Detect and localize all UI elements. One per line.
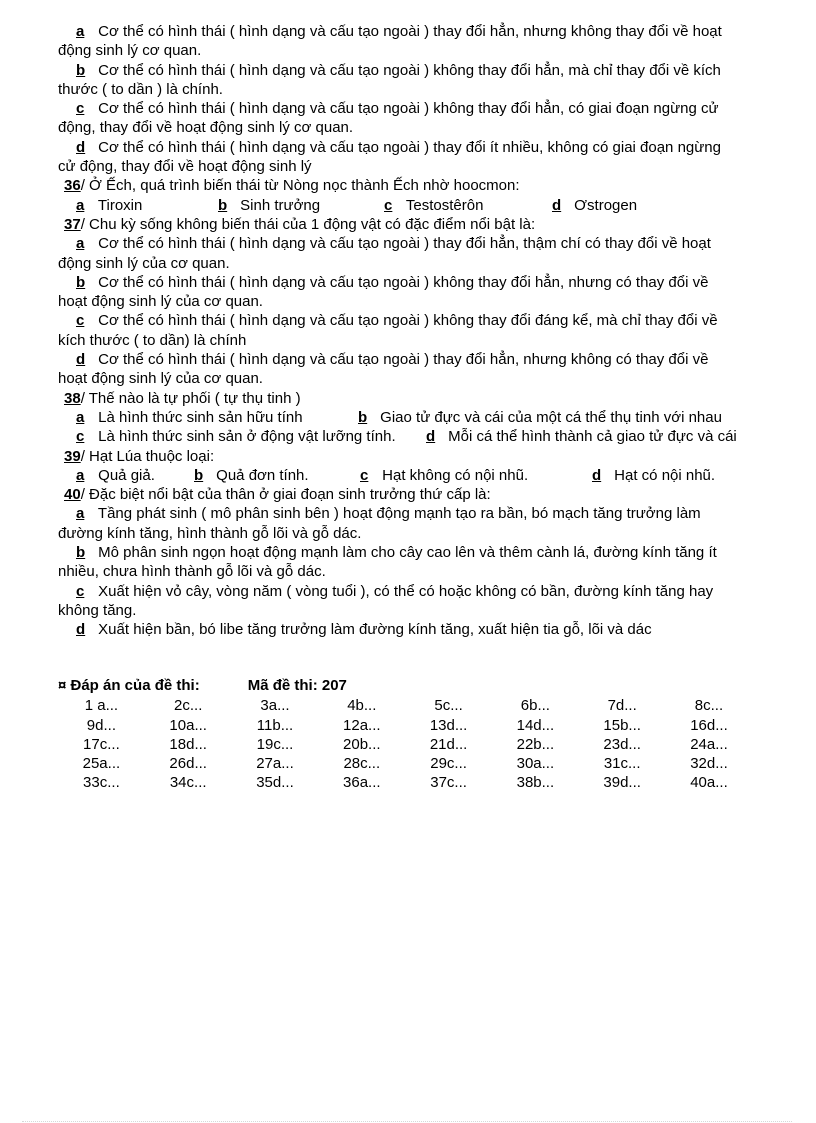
option-letter: a	[76, 408, 85, 426]
option-text: Cơ thể có hình thái ( hình dạng và cấu tạo ngoài ) không thay đổi hẳn, có giai đoạn ngừng cử	[98, 100, 719, 118]
option-text: Tầng phát sinh ( mô phân sinh bên ) hoạt động mạnh tạo ra bần, bó mạch tăng trưởng làm	[97, 505, 701, 523]
answer-cell: 38b...	[516, 774, 555, 792]
answer-cell: 16d...	[690, 716, 728, 734]
q38-options-row1	[58, 408, 770, 427]
option-letter: c	[76, 100, 85, 118]
option-text: Cơ thể có hình thái ( hình dạng và cấu tạo ngoài ) thay đổi hẳn, thậm chí có thay đổi về hoạt	[98, 235, 711, 253]
answer-row	[58, 716, 752, 735]
option-text: Quả giả.	[98, 466, 155, 484]
answer-cell: 34c...	[169, 774, 207, 792]
q40-option-a	[58, 504, 770, 543]
page-bottom-divider	[22, 1121, 792, 1122]
option-text-cont: hoạt động sinh lý của cơ quan.	[58, 370, 263, 388]
question-text: / Hạt Lúa thuộc loại:	[80, 447, 215, 465]
answer-cell: 31c...	[603, 755, 641, 773]
option-letter: d	[76, 351, 86, 369]
option-text: Hạt không có nội nhũ.	[382, 466, 529, 484]
question-text: / Ở Ếch, quá trình biến thái từ Nòng nọc thành Ếch nhờ hoocmon:	[80, 177, 520, 195]
q36-option-c	[384, 196, 552, 215]
option-letter: a	[76, 505, 85, 523]
option-text-cont: không tăng.	[58, 601, 137, 619]
answer-cell: 27a...	[256, 755, 294, 773]
answer-cell: 11b...	[256, 716, 294, 734]
answer-key-header	[58, 676, 752, 695]
q38-option-a	[76, 408, 358, 427]
answer-cell: 8c...	[694, 697, 724, 715]
answer-row	[58, 696, 752, 715]
answer-cell: 10a...	[169, 716, 207, 734]
option-letter: d	[592, 466, 602, 484]
option-letter: b	[218, 196, 228, 214]
option-letter: d	[552, 196, 562, 214]
answer-cell: 22b...	[516, 735, 555, 753]
option-letter: a	[76, 23, 85, 40]
answer-cell: 5c...	[434, 697, 463, 715]
answer-cell: 14d...	[516, 716, 555, 734]
option-letter: c	[384, 196, 393, 214]
option-text: Là hình thức sinh sản ở động vật lưỡng tính.	[98, 428, 396, 446]
option-letter: d	[76, 138, 86, 156]
q38-option-d	[426, 427, 737, 446]
option-text: Testostêrôn	[405, 196, 484, 214]
answer-grid	[58, 696, 752, 792]
question-number: 40	[64, 486, 81, 504]
answer-cell: 26d...	[169, 755, 207, 773]
answer-cell: 1 a...	[84, 697, 119, 715]
option-text-cont: nhiều, chưa hình thành gỗ lõi và gỗ dác.	[58, 563, 326, 581]
option-letter: a	[76, 196, 85, 214]
question-number: 36	[64, 177, 81, 195]
q37-option-d	[58, 350, 770, 389]
q35-option-d	[58, 138, 770, 177]
q35-option-c	[58, 99, 770, 138]
question-text: / Chu kỳ sống không biến thái của 1 động vật có đặc điểm nổi bật là:	[80, 215, 536, 233]
answer-cell: 6b...	[520, 697, 550, 715]
option-text: Cơ thể có hình thái ( hình dạng và cấu tạo ngoài ) không thay đổi đáng kể, mà chỉ thay đổi về	[98, 312, 718, 330]
answer-cell: 37c...	[430, 774, 467, 792]
option-text-cont: động, thay đổi về hoạt động sinh lý cơ quan.	[58, 119, 354, 137]
option-letter: c	[76, 428, 85, 446]
exam-code: Mã đề thi: 207	[247, 677, 347, 694]
question-number: 37	[64, 215, 81, 233]
q40-option-b	[58, 543, 770, 582]
question-39	[58, 447, 770, 466]
q39-option-c	[360, 466, 592, 485]
answer-cell: 17c...	[83, 735, 120, 753]
option-text: Ơstrogen	[574, 196, 638, 214]
answer-cell: 30a...	[516, 755, 555, 773]
answer-cell: 9d...	[86, 716, 116, 734]
q38-option-b	[358, 408, 722, 427]
option-text: Xuất hiện vỏ cây, vòng năm ( vòng tuổi ), có thể có hoặc không có bần, đường kính tăng hay	[98, 582, 714, 600]
option-letter: b	[76, 544, 86, 562]
option-text: Cơ thể có hình thái ( hình dạng và cấu tạo ngoài ) không thay đổi hẳn, nhưng có thay đổi về	[98, 273, 709, 291]
answer-cell: 18d...	[169, 735, 207, 753]
q38-option-c	[76, 427, 426, 446]
q36-option-a	[76, 196, 218, 215]
answer-cell: 19c...	[256, 735, 294, 753]
answer-cell: 20b...	[343, 735, 381, 753]
answer-cell: 40a...	[690, 774, 728, 792]
option-letter: a	[76, 235, 85, 253]
option-text: Sinh trưởng	[240, 196, 321, 214]
answer-cell: 33c...	[83, 774, 120, 792]
option-letter: d	[76, 621, 86, 639]
answer-cell: 21d...	[429, 735, 468, 753]
option-text: Cơ thể có hình thái ( hình dạng và cấu tạo ngoài ) thay đổi hẳn, nhưng không thay đổi về hoạt	[98, 23, 722, 40]
option-text: Tiroxin	[97, 196, 143, 214]
q37-option-c	[58, 311, 770, 350]
option-letter: b	[358, 408, 368, 426]
answer-cell: 28c...	[343, 755, 381, 773]
answer-key-title: ¤ Đáp án của đề thi:	[58, 677, 200, 694]
answer-cell: 29c...	[430, 755, 467, 773]
option-text: Mô phân sinh ngọn hoạt động mạnh làm cho cây cao lên và thêm cành lá, đường kính tăng ít	[98, 544, 717, 562]
option-letter: c	[76, 312, 85, 330]
option-text: Cơ thể có hình thái ( hình dạng và cấu tạo ngoài ) thay đổi ít nhiều, không có giai đoạn ngừng	[98, 138, 721, 156]
option-text: Cơ thể có hình thái ( hình dạng và cấu tạo ngoài ) thay đổi hẳn, nhưng không có thay đổi về	[98, 351, 709, 369]
answer-cell: 3a...	[260, 697, 290, 715]
answer-cell: 13d...	[429, 716, 468, 734]
exam-page	[58, 22, 770, 640]
question-40	[58, 485, 770, 504]
option-letter: b	[194, 466, 204, 484]
q36-options	[58, 196, 770, 215]
question-36	[58, 176, 770, 195]
q37-option-a	[58, 234, 770, 273]
answer-cell: 7d...	[607, 697, 637, 715]
answer-cell: 4b...	[347, 697, 377, 715]
q39-option-b	[194, 466, 360, 485]
question-number: 38	[64, 389, 81, 407]
answer-row	[58, 735, 752, 754]
q40-option-c	[58, 582, 770, 621]
option-letter: b	[76, 61, 86, 79]
option-letter: a	[76, 466, 85, 484]
answer-key	[58, 676, 752, 793]
question-text: / Thế nào là tự phối ( tự thụ tinh )	[80, 389, 301, 407]
q36-option-b	[218, 196, 384, 215]
option-letter: b	[76, 273, 86, 291]
option-text-cont: thước ( to dần ) là chính.	[58, 80, 223, 98]
option-text: Là hình thức sinh sản hữu tính	[98, 408, 303, 426]
option-text: Hạt có nội nhũ.	[614, 466, 716, 484]
answer-cell: 2c...	[174, 697, 203, 715]
q37-option-b	[58, 273, 770, 312]
option-letter: c	[360, 466, 369, 484]
answer-cell: 12a...	[343, 716, 381, 734]
option-text-cont: cử động, thay đổi về hoạt động sinh lý	[58, 158, 312, 176]
q35-option-b	[58, 61, 770, 100]
q36-option-d	[552, 196, 637, 215]
q38-options-row2	[58, 427, 770, 446]
answer-cell: 25a...	[82, 755, 121, 773]
answer-cell: 36a...	[343, 774, 381, 792]
q39-option-d	[592, 466, 715, 485]
answer-cell: 23d...	[603, 735, 641, 753]
option-text-cont: kích thước ( to dần) là chính	[58, 331, 247, 349]
q39-option-a	[76, 466, 194, 485]
q35-option-a	[58, 22, 770, 61]
q40-option-d	[58, 620, 770, 639]
answer-cell: 24a...	[690, 735, 728, 753]
answer-row	[58, 773, 752, 792]
option-text: Xuất hiện bần, bó libe tăng trưởng làm đường kính tăng, xuất hiện tia gỗ, lõi và dác	[98, 621, 652, 639]
answer-cell: 15b...	[603, 716, 641, 734]
q39-options	[58, 466, 770, 485]
question-text: / Đặc biệt nổi bật của thân ở giai đoạn sinh trưởng thứ cấp là:	[80, 486, 491, 504]
option-text-cont: hoạt động sinh lý của cơ quan.	[58, 293, 263, 311]
answer-row	[58, 754, 752, 773]
option-text: Cơ thể có hình thái ( hình dạng và cấu tạo ngoài ) không thay đổi hẳn, mà chỉ thay đổi về kích	[98, 61, 721, 79]
option-letter: d	[426, 428, 436, 446]
option-text: Mỗi cá thể hình thành cả giao tử đực và cái	[448, 428, 737, 446]
question-37	[58, 215, 770, 234]
option-letter: c	[76, 582, 85, 600]
option-text: Giao tử đực và cái của một cá thể thụ tinh với nhau	[380, 408, 722, 426]
option-text-cont: đường kính tăng, hình thành gỗ lõi và gỗ dác.	[58, 524, 362, 542]
option-text: Quả đơn tính.	[216, 466, 309, 484]
answer-cell: 39d...	[603, 774, 641, 792]
question-number: 39	[64, 447, 81, 465]
option-text-cont: động sinh lý cơ quan.	[58, 42, 202, 60]
answer-cell: 32d...	[690, 755, 728, 773]
question-38	[58, 389, 770, 408]
answer-cell: 35d...	[256, 774, 294, 792]
option-text-cont: động sinh lý của cơ quan.	[58, 254, 230, 272]
